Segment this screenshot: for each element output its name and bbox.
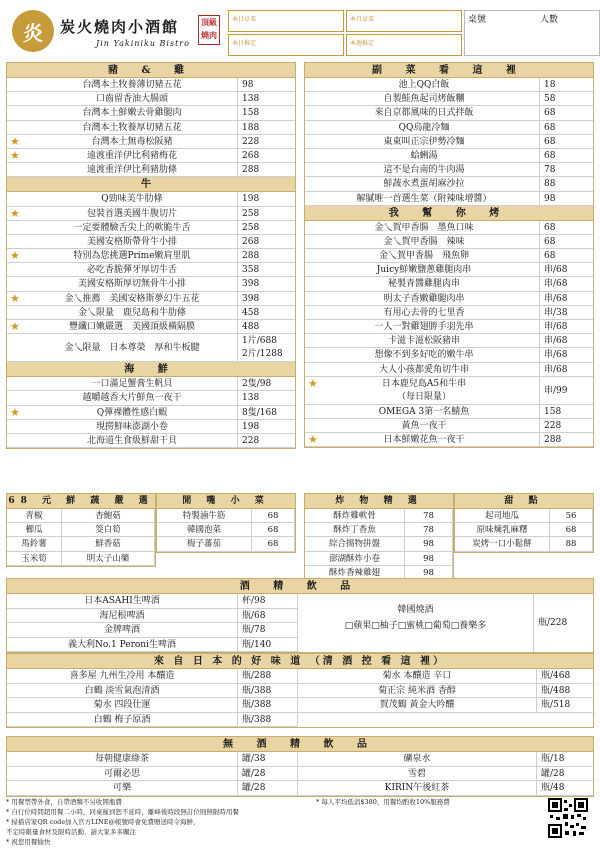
order-field-1[interactable]: 本日卓菜 bbox=[228, 10, 344, 32]
menu-item-price: 88 bbox=[539, 177, 595, 190]
drink-item[interactable] bbox=[7, 609, 297, 624]
drink-name: 每朝健康綠茶 bbox=[94, 754, 149, 764]
menu-item-name: 池上QQ白飯 bbox=[398, 80, 450, 90]
menu-item-name: 自製鮭魚起司烤飯糰 bbox=[383, 94, 465, 105]
section-title-soft: 無 酒 精 飲 品 bbox=[7, 737, 593, 752]
menu-item-price: 串/68 bbox=[539, 363, 595, 376]
item-name: 酥炸香辣雞翅 bbox=[305, 566, 405, 579]
star-icon: ★ bbox=[10, 249, 20, 263]
drink-item[interactable] bbox=[298, 752, 595, 767]
menu-item-price: 288 bbox=[237, 163, 287, 176]
list-item[interactable] bbox=[455, 537, 593, 551]
menu-item-name: 口齒留香油大腸頭 bbox=[95, 94, 168, 105]
menu-item-price: 198 bbox=[237, 420, 287, 433]
item-name: 櫛瓜 bbox=[7, 523, 62, 536]
menu-header bbox=[6, 6, 594, 62]
item-name: 酥炸雞軟骨 bbox=[305, 509, 405, 522]
menu-item[interactable] bbox=[305, 221, 593, 235]
list-item[interactable] bbox=[305, 537, 453, 551]
menu-item-price: 2隻/98 bbox=[237, 377, 287, 390]
menu-item[interactable] bbox=[7, 249, 295, 263]
menu-item-price: 18 bbox=[539, 78, 595, 91]
menu-item-name: 黃魚一夜干 bbox=[401, 420, 447, 431]
menu-item-name: 遠渡重洋伊比利豬肋條 bbox=[86, 165, 177, 176]
drink-item[interactable] bbox=[298, 781, 595, 796]
drink-item[interactable] bbox=[298, 669, 595, 684]
drink-price: 罐/28 bbox=[237, 767, 297, 781]
section-title-veg: 68 元 鮮 蔬 嚴 選 bbox=[7, 494, 155, 509]
menu-item-price: 串/38 bbox=[539, 306, 595, 319]
drink-name: 菊水 四段仕運 bbox=[93, 700, 151, 710]
menu-item[interactable] bbox=[305, 149, 593, 163]
menu-item-name: Q勁味美牛肋條 bbox=[101, 194, 163, 205]
menu-item-price: 488 bbox=[237, 320, 287, 333]
menu-item-price: 串/68 bbox=[539, 334, 595, 347]
menu-item-price: 288 bbox=[539, 433, 595, 446]
drink-name: 可樂 bbox=[112, 783, 131, 793]
menu-item-price: 98 bbox=[237, 78, 287, 91]
menu-item-name: 卡滋卡滋松阪豬串 bbox=[387, 336, 460, 347]
item-name: 綜合揚物拼盤 bbox=[305, 537, 405, 550]
star-icon: ★ bbox=[10, 148, 20, 162]
list-item[interactable] bbox=[157, 509, 295, 523]
item-value: 98 bbox=[405, 552, 453, 565]
menu-item-name: 必吃香脆彈牙厚切牛舌 bbox=[86, 265, 177, 276]
item-value: 杏鮑菇 bbox=[62, 509, 155, 522]
menu-item-price: 58 bbox=[539, 92, 595, 105]
menu-item[interactable] bbox=[7, 221, 295, 235]
drink-item[interactable] bbox=[7, 713, 297, 728]
list-item[interactable] bbox=[7, 537, 155, 551]
order-field-4[interactable]: 本週推定 bbox=[346, 34, 462, 56]
menu-item-name: 解膩唯一首選生菜（附辣味增醬） bbox=[356, 193, 492, 204]
list-item[interactable] bbox=[157, 523, 295, 537]
item-value: 88 bbox=[550, 537, 593, 550]
menu-item[interactable] bbox=[305, 235, 593, 249]
list-item[interactable] bbox=[7, 509, 155, 523]
menu-item-name: 金乀賀甲香腸 飛魚卵 bbox=[378, 251, 469, 262]
drink-item[interactable] bbox=[7, 638, 297, 653]
drink-item[interactable] bbox=[7, 752, 297, 767]
menu-item-name: 金乀限量 鹿兒島和牛肋條 bbox=[77, 307, 186, 318]
menu-item-price: 228 bbox=[237, 434, 287, 447]
menu-item[interactable] bbox=[305, 92, 593, 106]
drink-item[interactable] bbox=[7, 698, 297, 713]
menu-item-name: 台灣本土牧養厚切豬五花 bbox=[82, 122, 182, 133]
menu-item-price: 68 bbox=[539, 149, 595, 162]
drink-name: KIRIN午後紅茶 bbox=[384, 783, 450, 793]
drink-price: 瓶/18 bbox=[536, 752, 596, 766]
menu-item[interactable] bbox=[305, 277, 593, 291]
menu-item[interactable] bbox=[7, 235, 295, 249]
menu-item-special[interactable]: 金乀限量 日本尊榮 厚和牛板腱 1片/688 2片/1288 bbox=[7, 334, 295, 362]
drink-name: 海尼根啤酒 bbox=[99, 610, 145, 621]
menu-item[interactable] bbox=[305, 106, 593, 120]
drink-name: 礦泉水 bbox=[403, 754, 431, 764]
menu-item[interactable] bbox=[7, 277, 295, 291]
item-name: 澎湖酥炸小卷 bbox=[305, 552, 405, 565]
item-value: 68 bbox=[550, 523, 593, 536]
drink-name: 菊正宗 純米酒 香醇 bbox=[378, 685, 456, 696]
menu-item-name: 鮮蔬水煮蛋胡麻沙拉 bbox=[383, 179, 465, 190]
footer-line: * 用餐禁帶外食，自帶酒類不另收開瓶費 bbox=[6, 798, 122, 806]
footer-line: * 自行位時間超用餐二小時，同桌遲到恕不延時，離峰後時段無訂位則無限時用餐 bbox=[6, 808, 239, 816]
list-item[interactable] bbox=[7, 552, 155, 566]
menu-item-name: 金乀賀甲香腸 辣味 bbox=[383, 236, 465, 247]
list-item[interactable] bbox=[455, 523, 593, 537]
drink-name: 雪碧 bbox=[407, 768, 426, 779]
meat-column bbox=[6, 62, 296, 449]
menu-item[interactable] bbox=[305, 405, 593, 419]
drink-item[interactable] bbox=[7, 623, 297, 638]
menu-item[interactable] bbox=[305, 419, 593, 433]
menu-item[interactable] bbox=[305, 292, 593, 306]
menu-item-price: 68 bbox=[539, 249, 595, 262]
item-value: 鮮香菇 bbox=[62, 537, 155, 550]
brand-name-en: Jin Yakiniku Bistro bbox=[96, 39, 190, 48]
logo-icon: 炎 bbox=[12, 10, 54, 52]
menu-item[interactable] bbox=[305, 163, 593, 177]
drink-name: 義大利No.1 Peroni生啤酒 bbox=[68, 639, 176, 650]
menu-item-name: 金乀推薦 美國安格斯夢幻牛五花 bbox=[64, 293, 200, 304]
menu-item-price: 68 bbox=[539, 235, 595, 248]
star-icon: ★ bbox=[10, 405, 20, 419]
brand-name: 炭火燒肉小酒館 bbox=[60, 18, 180, 36]
menu-item-name: 台灣本土牧養薄切豬五花 bbox=[82, 80, 182, 90]
menu-item[interactable] bbox=[7, 434, 295, 448]
section-title-sides: 副 菜 看 這 裡 bbox=[305, 63, 593, 78]
drink-price: 罐/28 bbox=[237, 781, 297, 795]
drink-item[interactable] bbox=[7, 767, 297, 782]
drink-price: 瓶/388 bbox=[237, 698, 297, 712]
menu-item[interactable] bbox=[305, 192, 593, 206]
menu-item-price: 228 bbox=[237, 135, 287, 148]
menu-item-price: 138 bbox=[237, 391, 287, 404]
drink-price: 杯/98 bbox=[237, 594, 297, 608]
drink-price: 瓶/388 bbox=[237, 684, 297, 698]
item-name: 炭烤一口小鬆餅 bbox=[455, 537, 550, 550]
list-item[interactable] bbox=[305, 523, 453, 537]
sides-column bbox=[304, 62, 594, 448]
item-name: 玉米筍 bbox=[7, 552, 62, 565]
menu-item[interactable] bbox=[7, 135, 295, 149]
soju-item[interactable]: 韓國燒酒 □蘋果□柚子□蜜桃□葡萄□養樂多 瓶/228 bbox=[297, 594, 595, 652]
menu-item-name: 一口滿足蟹膏生帆貝 bbox=[91, 379, 173, 390]
menu-item[interactable] bbox=[7, 121, 295, 135]
menu-item-name: 日本鮮嫩花魚一夜干 bbox=[383, 435, 465, 446]
drink-item[interactable] bbox=[7, 669, 297, 684]
menu-item[interactable] bbox=[7, 106, 295, 120]
menu-item-price: 268 bbox=[237, 235, 287, 248]
menu-item-price: 288 bbox=[237, 249, 287, 262]
item-name: 馬鈴薯 bbox=[7, 537, 62, 550]
drink-price: 瓶/78 bbox=[237, 623, 297, 637]
item-value: 98 bbox=[405, 537, 453, 550]
footer-line: 不定時限量食材及限時活動，請大家多多關注 bbox=[6, 828, 136, 836]
menu-item-name: 包裝首選美國牛腹切片 bbox=[86, 208, 177, 219]
drink-name: 白鶴 淡雪氣泡清酒 bbox=[84, 685, 160, 696]
menu-item[interactable] bbox=[7, 391, 295, 405]
drink-item[interactable] bbox=[298, 684, 595, 699]
table-number-label: 桌號 bbox=[468, 15, 487, 25]
menu-item-name: 想像不到多好吃的嫩牛串 bbox=[374, 350, 474, 361]
drink-price: 罐/38 bbox=[237, 752, 297, 766]
menu-item[interactable] bbox=[7, 292, 295, 306]
star-icon: ★ bbox=[308, 376, 318, 390]
menu-item-name: 遠渡重洋伊比利豬梅花 bbox=[86, 150, 177, 161]
menu-item-price: 68 bbox=[539, 121, 595, 134]
drink-price: 瓶/518 bbox=[536, 698, 596, 712]
menu-item[interactable] bbox=[7, 306, 295, 320]
item-name: 特製滷牛筋 bbox=[157, 509, 252, 522]
item-value: 68 bbox=[252, 537, 295, 550]
item-value: 筊白筍 bbox=[62, 523, 155, 536]
section-title-pork: 豬 & 雞 bbox=[7, 63, 295, 78]
section-title-fried: 炸 物 精 選 bbox=[305, 494, 453, 509]
drink-price: 瓶/68 bbox=[237, 609, 297, 623]
menu-item[interactable] bbox=[7, 92, 295, 106]
fried-section bbox=[304, 493, 454, 581]
menu-item-price: 138 bbox=[237, 92, 287, 105]
drink-price: 瓶/48 bbox=[536, 781, 596, 795]
menu-item-price: 98 bbox=[539, 192, 595, 205]
item-value: 78 bbox=[405, 509, 453, 522]
list-item[interactable] bbox=[455, 509, 593, 523]
menu-item-name: 秘製青醬雞腿肉串 bbox=[387, 279, 460, 290]
menu-item-name: 現撈鮮味澎湖小卷 bbox=[95, 421, 168, 432]
alcohol-section bbox=[6, 578, 594, 653]
menu-item-price: 398 bbox=[237, 277, 287, 290]
menu-item-price: 串/68 bbox=[539, 320, 595, 333]
snack-section bbox=[156, 493, 296, 553]
menu-item-price: 458 bbox=[237, 306, 287, 319]
menu-item[interactable] bbox=[7, 263, 295, 277]
drink-name: 可爾必思 bbox=[103, 768, 140, 779]
drink-name: 白鶴 梅子原酒 bbox=[93, 714, 151, 725]
star-icon: ★ bbox=[10, 320, 20, 333]
menu-item[interactable] bbox=[7, 320, 295, 334]
menu-item-price: 8隻/168 bbox=[237, 406, 287, 419]
star-icon: ★ bbox=[10, 206, 20, 220]
menu-item[interactable] bbox=[305, 263, 593, 277]
menu-item[interactable] bbox=[305, 363, 593, 377]
people-count-label: 人數 bbox=[540, 15, 559, 25]
drink-item[interactable] bbox=[298, 698, 595, 713]
qr-code-icon[interactable] bbox=[548, 798, 588, 838]
menu-item-name: 來自京都風味的日式拌飯 bbox=[374, 108, 474, 119]
menu-item-name: 美國安格斯帶骨牛小排 bbox=[86, 236, 177, 247]
item-value: 明太子山藥 bbox=[62, 552, 155, 565]
stamp-badge: 頂級燒肉 bbox=[198, 15, 220, 45]
menu-item-price: 串/68 bbox=[539, 348, 595, 361]
menu-item-price: 258 bbox=[237, 221, 287, 234]
menu-item-name: OMEGA 3第一名鯖魚 bbox=[378, 406, 470, 417]
drink-name: 賀茂鶴 黃金大吟釀 bbox=[379, 700, 455, 710]
soju-flavor-options[interactable]: □蘋果□柚子□蜜桃□葡萄□養樂多 bbox=[344, 621, 487, 631]
section-title-sake: 來 自 日 本 的 好 味 道 （清 酒 控 看 這 裡） bbox=[7, 654, 593, 669]
menu-item-name: 明太子香嫩雞腿肉串 bbox=[383, 293, 465, 304]
menu-item[interactable] bbox=[7, 149, 295, 163]
menu-item-price: 78 bbox=[539, 163, 595, 176]
drink-price: 瓶/468 bbox=[536, 669, 596, 683]
menu-item[interactable] bbox=[305, 334, 593, 348]
menu-item-name: QQ烏龍冷麵 bbox=[398, 122, 450, 133]
menu-item-name: 台灣本土無毒松阪豬 bbox=[91, 136, 173, 147]
menu-item-price: 188 bbox=[237, 121, 287, 134]
drink-price: 瓶/488 bbox=[536, 684, 596, 698]
menu-item-price: 68 bbox=[539, 106, 595, 119]
item-name: 酥炸丁香魚 bbox=[305, 523, 405, 536]
menu-item[interactable] bbox=[7, 192, 295, 206]
star-icon: ★ bbox=[10, 291, 20, 305]
footer-line: * 掃描店家QR code加入官方LINE@帳號時會免費贈送時令海鮮， bbox=[6, 818, 200, 826]
menu-item-name: 有用心去骨的七里香 bbox=[383, 307, 465, 318]
item-value: 98 bbox=[405, 566, 453, 579]
menu-item[interactable] bbox=[7, 78, 295, 92]
menu-item-price: 398 bbox=[237, 292, 287, 305]
drink-name: 金牌啤酒 bbox=[103, 625, 140, 635]
drink-item[interactable] bbox=[7, 594, 297, 609]
list-item[interactable] bbox=[7, 523, 155, 537]
drink-name: 菊水 本釀造 辛口 bbox=[382, 671, 452, 681]
item-name: 起司地瓜 bbox=[455, 509, 550, 522]
menu-item[interactable] bbox=[305, 348, 593, 362]
menu-item-name: 東東叫正宗伊勢冷麵 bbox=[383, 136, 465, 147]
menu-item-name: 大人小孩都愛角切牛串 bbox=[378, 364, 469, 375]
menu-item[interactable] bbox=[305, 78, 593, 92]
menu-item-price: 串/68 bbox=[539, 277, 595, 290]
menu-item-price: 串/68 bbox=[539, 263, 595, 276]
order-field-2[interactable]: 本月卓菜 bbox=[346, 10, 462, 32]
menu-item-price: 228 bbox=[539, 419, 595, 432]
menu-item-price: 158 bbox=[237, 106, 287, 119]
section-title-beef: 牛 bbox=[7, 177, 295, 192]
item-name: 梅子蕃茄 bbox=[157, 537, 252, 550]
drink-item[interactable] bbox=[7, 781, 297, 796]
star-icon: ★ bbox=[10, 134, 20, 148]
menu-item[interactable] bbox=[305, 433, 593, 447]
menu-item[interactable] bbox=[7, 163, 295, 177]
menu-item-name: 一人一對雞翅勝手羽先串 bbox=[374, 322, 474, 332]
menu-item-name: 美國安格斯厚切無骨牛小排 bbox=[77, 279, 186, 290]
menu-item[interactable] bbox=[305, 306, 593, 320]
veg-section bbox=[6, 493, 156, 567]
dessert-section bbox=[454, 493, 594, 553]
menu-item-name: 越嚼越香大片鮮魚一夜干 bbox=[82, 393, 182, 404]
menu-item[interactable] bbox=[305, 135, 593, 149]
list-item[interactable] bbox=[157, 537, 295, 551]
menu-item-name: 北海道生食級鮮甜干貝 bbox=[86, 435, 177, 446]
drink-price: 瓶/288 bbox=[237, 669, 297, 683]
menu-item-name: 這不是台南的牛肉湯 bbox=[383, 165, 465, 176]
menu-item[interactable] bbox=[7, 207, 295, 221]
section-title-skewers: 我 幫 你 烤 bbox=[305, 206, 593, 221]
item-value: 56 bbox=[550, 509, 593, 522]
menu-item-name: 一定要體驗舌尖上的軟脆牛舌 bbox=[73, 222, 191, 233]
section-title-alcohol: 酒 精 飲 品 bbox=[7, 579, 593, 594]
item-value: 68 bbox=[252, 523, 295, 536]
menu-item-name: 台灣本土鮮嫩去骨雞腿肉 bbox=[82, 108, 182, 119]
menu-item[interactable] bbox=[305, 121, 593, 135]
menu-item-price: 258 bbox=[237, 207, 287, 220]
item-name: 原味煉乳麻糬 bbox=[455, 523, 550, 536]
menu-item-name: 特別為您挑選Prime嫩肩里肌 bbox=[73, 251, 191, 262]
menu-item-name: Juicy鮮嫩鹽蔥雞腿肉串 bbox=[376, 265, 472, 276]
sake-section bbox=[6, 653, 594, 728]
section-title-seafood: 海 鮮 bbox=[7, 362, 295, 377]
item-value: 68 bbox=[252, 509, 295, 522]
item-name: 青椒 bbox=[7, 509, 62, 522]
menu-item[interactable] bbox=[305, 249, 593, 263]
drink-price: 瓶/140 bbox=[237, 638, 297, 652]
menu-item[interactable] bbox=[305, 177, 593, 191]
menu-item-price: 68 bbox=[539, 135, 595, 148]
menu-item-wagyu-skewer[interactable]: ★ 日本鹿兒島A5和牛串 （每日限量） 串/99 bbox=[305, 377, 593, 405]
footer-line: * 祝您用餐愉快 bbox=[6, 838, 51, 846]
menu-item-price: 198 bbox=[237, 192, 287, 205]
item-name: 韓國泡菜 bbox=[157, 523, 252, 536]
menu-item-name: 金乀賀甲香腸 墨魚口味 bbox=[374, 222, 474, 233]
menu-item-price: 358 bbox=[237, 263, 287, 276]
section-title-snacks: 閒 嘴 小 菜 bbox=[157, 494, 295, 509]
menu-item-name: 豐纖口嫩嚴選 美國頂級橫隔膜 bbox=[68, 322, 195, 332]
drink-name: 日本ASAHI生啤酒 bbox=[84, 596, 160, 606]
list-item[interactable] bbox=[305, 552, 453, 566]
drink-item[interactable] bbox=[298, 767, 595, 782]
item-value: 78 bbox=[405, 523, 453, 536]
list-item[interactable] bbox=[305, 509, 453, 523]
menu-item-price: 68 bbox=[539, 221, 595, 234]
soft-drink-section bbox=[6, 736, 594, 797]
drink-item[interactable] bbox=[7, 684, 297, 699]
drink-price: 罐/28 bbox=[536, 767, 596, 781]
menu-item-name: 蛤蜊湯 bbox=[410, 150, 438, 161]
section-title-dessert: 甜 點 bbox=[455, 494, 593, 509]
drink-name: 喜多屋 九州生冷用 本釀造 bbox=[69, 671, 175, 681]
menu-item[interactable] bbox=[7, 377, 295, 391]
menu-item[interactable] bbox=[305, 320, 593, 334]
menu-item-price: 串/68 bbox=[539, 292, 595, 305]
drink-price: 瓶/388 bbox=[237, 713, 297, 727]
min-charge-note: * 每人平均低消$380，用餐均酌收10%服務費 bbox=[316, 798, 450, 806]
menu-item[interactable] bbox=[7, 406, 295, 420]
menu-item[interactable] bbox=[7, 420, 295, 434]
menu-item-price: 158 bbox=[539, 405, 595, 418]
star-icon: ★ bbox=[308, 433, 318, 447]
menu-item-price: 268 bbox=[237, 149, 287, 162]
menu-item-name: Q彈裸體性感白蝦 bbox=[96, 407, 168, 418]
order-field-3[interactable]: 本日推定 bbox=[228, 34, 344, 56]
